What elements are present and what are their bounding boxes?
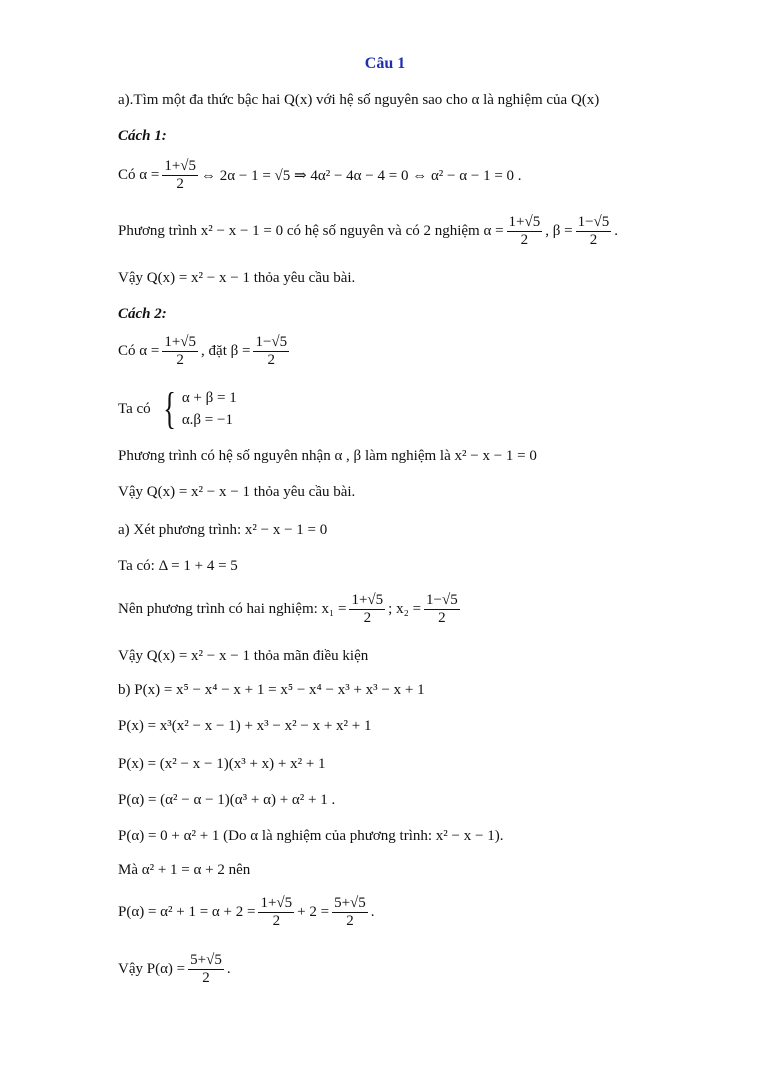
roots-line — [118, 592, 463, 628]
part-b-line-5: P(α) = 0 + α² + 1 (Do α là nghiệm của phương trình: x² − x − 1). — [118, 828, 504, 844]
fraction — [349, 592, 385, 628]
text: , đặt β = — [201, 343, 251, 360]
fraction-denominator: 2 — [520, 232, 529, 249]
brace-symbol: { — [162, 384, 176, 433]
fraction-denominator: 2 — [346, 913, 354, 930]
system-equation-1: α + β = 1 — [181, 390, 237, 406]
part-b-line-3: P(x) = (x² − x − 1)(x³ + x) + x² + 1 — [118, 756, 326, 772]
fraction — [253, 334, 289, 370]
fraction-denominator: 2 — [267, 352, 276, 369]
fraction — [162, 334, 198, 370]
alt-solution-start: a) Xét phương trình: x² − x − 1 = 0 — [118, 522, 328, 538]
fraction-numerator: 5+√5 — [332, 895, 368, 913]
method-1-step-1 — [118, 158, 522, 194]
text: Vậy P(α) = — [118, 961, 186, 978]
method-2-heading: Cách 2: — [118, 306, 167, 322]
equation-system — [182, 387, 237, 431]
text: Nên phương trình có hai nghiệm: x₁ = — [118, 601, 347, 618]
text: ⇔ 2α − 1 = √5 ⇒ 4α² − 4α − 4 = 0 ⇔ α² − α − 1 = 0 . — [201, 168, 522, 185]
method-2-system — [118, 384, 237, 433]
text: . — [370, 904, 375, 921]
fraction-denominator: 2 — [363, 610, 372, 627]
fraction — [507, 214, 543, 250]
discriminant-line: Ta có: Δ = 1 + 4 = 5 — [118, 558, 238, 574]
fraction-numerator: 1+√5 — [162, 334, 198, 352]
part-b-line-1: b) P(x) = x⁵ − x⁴ − x + 1 = x⁵ − x⁴ − x³ + x³ − x + 1 — [118, 682, 425, 698]
fraction-denominator: 2 — [176, 176, 184, 193]
fraction-numerator: 5+√5 — [188, 952, 224, 970]
fraction-denominator: 2 — [202, 970, 210, 987]
text: Phương trình x² − x − 1 = 0 có hệ số nguyên và có 2 nghiệm α = — [118, 223, 504, 240]
fraction-numerator: 1+√5 — [258, 895, 294, 913]
fraction-numerator: 1+√5 — [507, 214, 543, 232]
fraction — [424, 592, 460, 628]
text: ; x₂ = — [388, 601, 422, 618]
method-1-step-2: Phương trình x² − x − 1 = 0 có hệ số nguyên và có 2 nghiệm α = $\frac{1+√5}{2}$ , β = $\frac{1-√5}{2}$ . — [118, 214, 619, 249]
fraction-numerator: 1+√5 — [349, 592, 385, 610]
fraction-denominator: 2 — [176, 352, 184, 369]
part-b-line-7 — [118, 895, 375, 931]
fraction — [332, 895, 368, 931]
fraction-numerator: 1−√5 — [576, 214, 612, 232]
fraction — [576, 214, 612, 250]
part-b-line-2: P(x) = x³(x² − x − 1) + x³ − x² − x + x² + 1 — [118, 718, 372, 734]
fraction-denominator: 2 — [589, 232, 598, 249]
text: Có α = — [118, 343, 160, 360]
text: , β = — [545, 223, 573, 240]
final-answer — [118, 952, 231, 988]
fraction — [258, 895, 294, 931]
text: Ta có — [118, 400, 151, 417]
fraction-denominator: 2 — [272, 913, 281, 930]
method-1-heading: Cách 1: — [118, 128, 167, 144]
text: + 2 = — [297, 904, 330, 921]
part-a-prompt: a).Tìm một đa thức bậc hai Q(x) với hệ số nguyên sao cho α là nghiệm của Q(x) — [118, 92, 600, 108]
question-title: Câu 1 — [364, 55, 406, 72]
text: . — [226, 961, 231, 978]
fraction-numerator: 1−√5 — [424, 592, 460, 610]
method-2-step-2: Phương trình có hệ số nguyên nhận α , β làm nghiệm là x² − x − 1 = 0 — [118, 448, 537, 464]
system-equation-2: α.β = −1 — [181, 412, 233, 428]
part-b-line-4: P(α) = (α² − α − 1)(α³ + α) + α² + 1 . — [118, 792, 336, 808]
text: Có α = — [118, 167, 160, 184]
alt-conclusion: Vậy Q(x) = x² − x − 1 thỏa mãn điều kiện — [118, 648, 369, 664]
fraction-denominator: 2 — [438, 610, 446, 627]
fraction — [162, 158, 198, 194]
method-2-conclusion: Vậy Q(x) = x² − x − 1 thỏa yêu cầu bài. — [118, 484, 356, 500]
fraction — [188, 952, 224, 988]
method-1-conclusion: Vậy Q(x) = x² − x − 1 thỏa yêu cầu bài. — [118, 270, 356, 286]
fraction-numerator: 1+√5 — [162, 158, 198, 176]
fraction-numerator: 1−√5 — [253, 334, 289, 352]
text: P(α) = α² + 1 = α + 2 = — [118, 904, 256, 921]
part-b-line-6: Mà α² + 1 = α + 2 nên — [118, 862, 251, 878]
method-2-step-1 — [118, 334, 292, 370]
